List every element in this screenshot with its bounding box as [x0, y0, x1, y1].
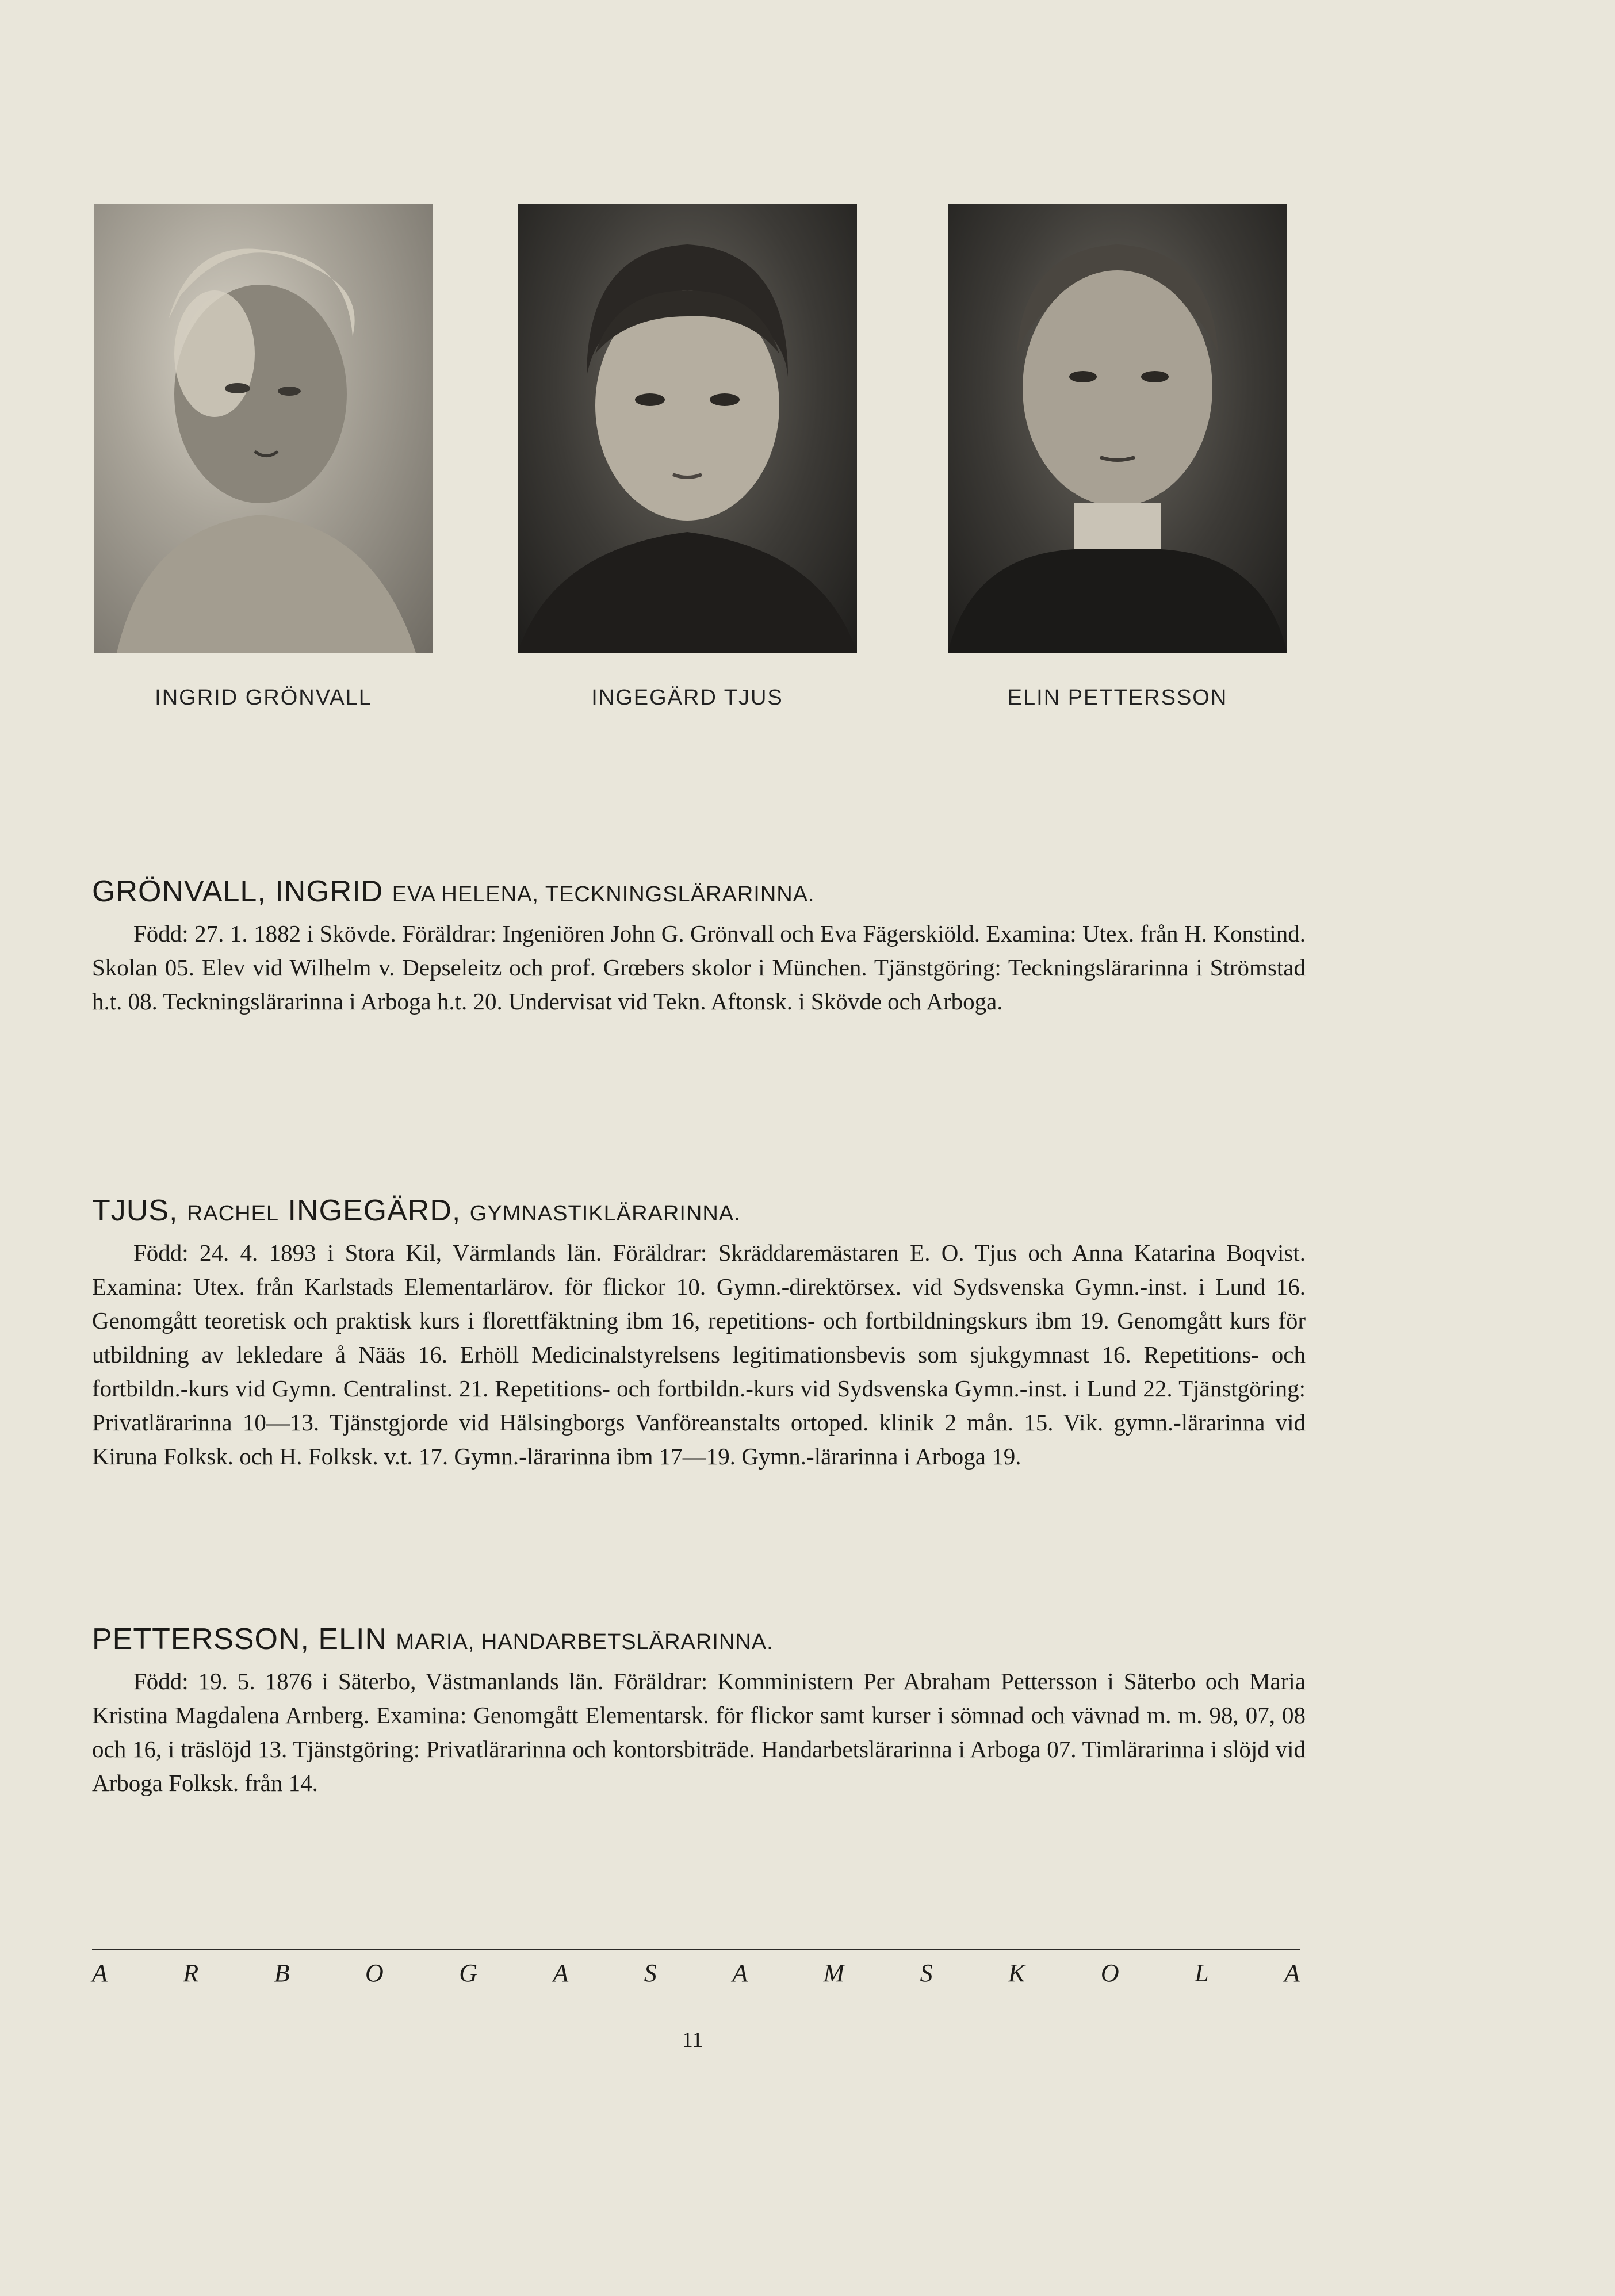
- entry-title: EVA HELENA, TECKNINGSLÄRARINNA.: [392, 882, 815, 906]
- footer-letter: G: [459, 1959, 477, 1987]
- entry-body: Född: 24. 4. 1893 i Stora Kil, Värmlands län. Föräldrar: Skräddaremästaren E. O. Tjus och Anna Katarina Boqvist. Examina: Utex. från Karlstads Elementarlärov. för flickor 10. Gymn.-direktörsex. vid Sydsvenska Gymn.-inst. i Lund 16. Genomgått teoretisk och praktisk kurs i florettfäktning ibm 16, repetitions- och fortbildningskurs ibm 19. Genomgått kurs för utbildning av lekledare å Nääs 16. Erhöll Medicinalstyrelsens legitimationsbevis som sjukgymnast 16. Repetitions- och fortbildn.-kurs vid Gymn. Centralinst. 21. Repetitions- och fortbildn.-kurs vid Sydsvenska Gymn.-inst. i Lund 22. Tjänstgöring: Privatlärarinna 10—13. Tjänstgjorde vid Hälsingborgs Vanföreanstalts ortoped. klinik 2 mån. 15. Vik. gymn.-lärarinna vid Kiruna Folksk. och H. Folksk. v.t. 17. Gymn.-lärarinna ibm 17—19. Gymn.-lärarinna i Arboga 19.: [92, 1239, 1306, 1470]
- entry-surname: GRÖNVALL,: [92, 875, 266, 908]
- footer-rule: [92, 1949, 1300, 1950]
- footer-letter: R: [183, 1959, 199, 1987]
- entry-given-name: INGEGÄRD,: [288, 1194, 461, 1227]
- entry-given-name: INGRID: [275, 875, 384, 908]
- entry-heading: [92, 1622, 1306, 1656]
- portrait-caption: INGEGÄRD TJUS: [591, 686, 783, 710]
- footer-letter: S: [920, 1959, 933, 1987]
- portrait-ingegard-tjus: [518, 204, 857, 653]
- entry-body: Född: 27. 1. 1882 i Skövde. Föräldrar: Ingeniören John G. Grönvall och Eva Fägerskiöld. Examina: Utex. från H. Konstind. Skolan 05. Elev vid Wilhelm v. Depseleitz och prof. Grœbers skolor i München. Tjänstgöring: Teckningslärarinna i Strömstad h.t. 08. Teckningslärarinna i Arboga h.t. 20. Undervisat vid Tekn. Aftonsk. i Skövde och Arboga.: [92, 920, 1306, 1015]
- portrait-caption: ELIN PETTERSSON: [1007, 686, 1228, 710]
- footer-letter: O: [1100, 1959, 1119, 1987]
- footer-letter: A: [1284, 1959, 1300, 1987]
- entry-given-name: ELIN: [318, 1622, 388, 1656]
- footer-letter: O: [365, 1959, 384, 1987]
- entry-heading: [92, 874, 1306, 909]
- footer-letter: A: [732, 1959, 748, 1987]
- page-number: 11: [682, 2028, 703, 2052]
- footer-letter: B: [274, 1959, 290, 1987]
- footer-letter: A: [92, 1959, 108, 1987]
- entry-surname: PETTERSSON,: [92, 1622, 309, 1656]
- biography-entry: [92, 874, 1306, 1019]
- footer-letter: M: [823, 1959, 845, 1987]
- biography-entry: [92, 1622, 1306, 1800]
- entry-body: Född: 19. 5. 1876 i Säterbo, Västmanlands län. Föräldrar: Komministern Per Abraham Pettersson i Säterbo och Maria Kristina Magdalena Arnberg. Examina: Genomgått Elementarsk. för flickor samt kurser i sömnad och vävnad m. m. 98, 07, 08 och 16, i träslöjd 13. Tjänstgöring: Privatlärarinna och kontorsbiträde. Handarbetslärarinna i Arboga 07. Timlärarinna i slöjd vid Arboga Folksk. från 14.: [92, 1668, 1306, 1796]
- footer-school-name: [92, 1958, 1300, 1988]
- entry-heading: [92, 1193, 1306, 1228]
- portrait-elin-pettersson: [948, 204, 1287, 653]
- footer-letter: A: [553, 1959, 569, 1987]
- footer-letter: S: [644, 1959, 657, 1987]
- entry-title: GYMNASTIKLÄRARINNA.: [469, 1201, 741, 1226]
- portrait-caption: INGRID GRÖNVALL: [155, 686, 372, 710]
- footer-letter: K: [1008, 1959, 1025, 1987]
- entry-first-name: RACHEL: [186, 1201, 280, 1226]
- footer-letter: L: [1195, 1959, 1209, 1987]
- portrait-ingrid-gronvall: [94, 204, 433, 653]
- biography-entry: [92, 1193, 1306, 1474]
- entry-title: MARIA, HANDARBETSLÄRARINNA.: [396, 1630, 774, 1654]
- entry-surname: TJUS,: [92, 1194, 178, 1227]
